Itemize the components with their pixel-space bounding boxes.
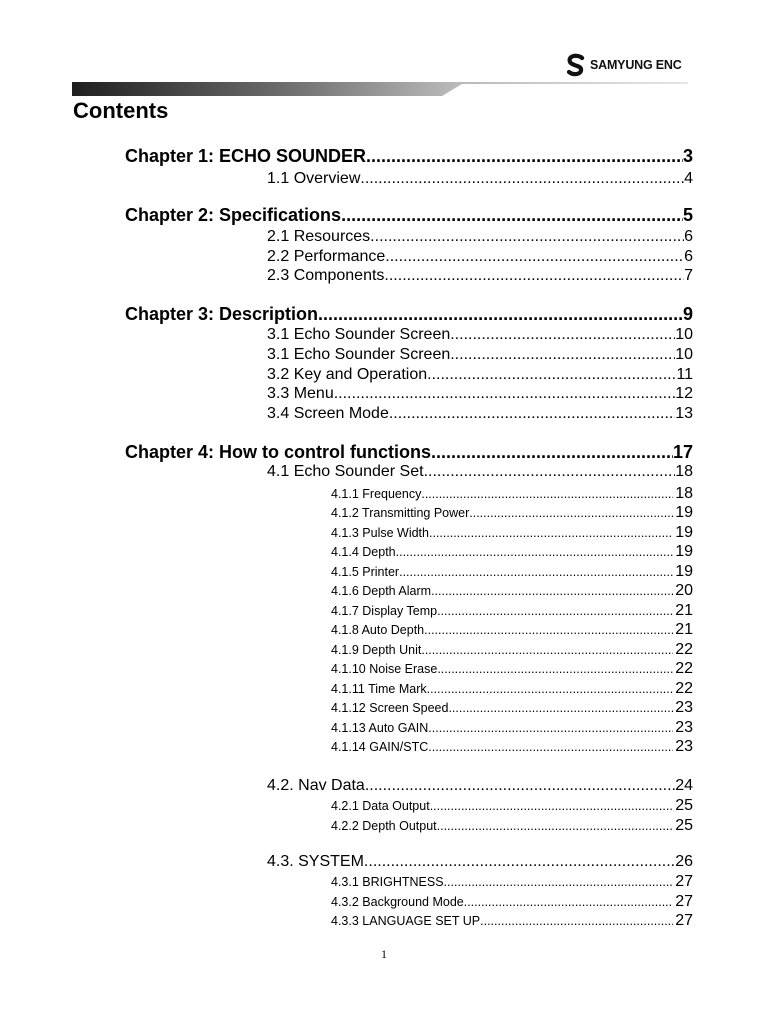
- toc-entry[interactable]: [267, 326, 693, 344]
- toc-entry-page: 22: [675, 641, 693, 658]
- toc-entry-label: 3.1 Echo Sounder Screen: [267, 326, 451, 343]
- toc-entry[interactable]: [267, 853, 693, 871]
- toc-entry-label: 3.3 Menu: [267, 385, 334, 402]
- toc-leader-dots: [399, 565, 673, 579]
- toc-leader-dots: [385, 248, 684, 266]
- toc-leader-dots: [431, 584, 673, 598]
- toc-leader-dots: [437, 662, 673, 676]
- toc-leader-dots: [365, 777, 675, 795]
- toc-entry-label: 4.1.1 Frequency: [331, 487, 422, 501]
- toc-entry-page: 27: [675, 893, 693, 910]
- toc-entry-label: 3.1 Echo Sounder Screen: [267, 346, 451, 363]
- toc-entry-page: 27: [675, 873, 693, 890]
- toc-entry-label: 4.1.9 Depth Unit: [331, 643, 422, 657]
- toc-entry[interactable]: [125, 442, 693, 463]
- toc-entry-page: 26: [675, 853, 693, 870]
- toc-entry-label: Chapter 3: Description: [125, 304, 319, 324]
- toc-leader-dots: [389, 405, 675, 423]
- toc-entry[interactable]: [331, 504, 693, 522]
- toc-entry-page: 17: [672, 442, 693, 462]
- toc-entry-page: 21: [675, 621, 693, 638]
- toc-entry[interactable]: [267, 248, 693, 266]
- page-title: Contents: [73, 98, 169, 123]
- toc-entry-label: Chapter 4: How to control functions: [125, 442, 431, 462]
- toc-entry-label: 4.3.1 BRIGHTNESS: [331, 875, 444, 889]
- toc-entry[interactable]: [331, 912, 693, 930]
- toc-entry-label: 4.1 Echo Sounder Set: [267, 463, 424, 480]
- toc-entry-label: 4.2.2 Depth Output: [331, 819, 437, 833]
- toc-entry[interactable]: [331, 602, 693, 620]
- toc-entry-label: 4.1.7 Display Temp.: [331, 604, 441, 618]
- toc-entry[interactable]: [331, 660, 693, 678]
- toc-entry-page: 10: [675, 346, 693, 363]
- toc-entry-page: 21: [675, 602, 693, 619]
- toc-leader-dots: [429, 526, 673, 540]
- toc-entry-label: 3.2 Key and Operation: [267, 366, 428, 383]
- toc-entry-page: 9: [682, 304, 693, 324]
- toc-leader-dots: [448, 701, 673, 715]
- toc-leader-dots: [364, 853, 675, 871]
- toc-leader-dots: [469, 506, 673, 520]
- toc-entry[interactable]: [267, 346, 693, 364]
- toc-entry-label: 4.3. SYSTEM: [267, 853, 364, 870]
- toc-entry-page: 18: [675, 485, 693, 502]
- toc-entry-page: 12: [675, 385, 693, 402]
- toc-entry-page: 19: [675, 524, 693, 541]
- toc-entry[interactable]: [331, 543, 693, 561]
- toc-entry[interactable]: [267, 777, 693, 795]
- toc-leader-dots: [334, 385, 675, 403]
- toc-entry-label: 1.1 Overview: [267, 170, 361, 187]
- toc-entry-label: 2.1 Resources: [267, 228, 371, 245]
- toc-entry-label: Chapter 2: Specifications: [125, 205, 342, 225]
- toc-leader-dots: [450, 326, 675, 344]
- toc-leader-dots: [441, 604, 674, 618]
- toc-entry-label: 2.3 Components: [267, 267, 385, 284]
- toc-leader-dots: [370, 228, 684, 246]
- toc-entry-label: 4.1.2 Transmitting Power: [331, 506, 470, 520]
- toc-entry-page: 18: [675, 463, 693, 480]
- toc-leader-dots: [464, 895, 673, 909]
- toc-entry[interactable]: [331, 563, 693, 581]
- toc-leader-dots: [431, 442, 673, 463]
- toc-entry-page: 22: [675, 660, 693, 677]
- page-number: 1: [381, 947, 387, 961]
- toc-entry-page: 13: [675, 405, 693, 422]
- toc-entry[interactable]: [331, 524, 693, 542]
- toc-entry-page: 7: [684, 267, 693, 284]
- toc-leader-dots: [480, 914, 673, 928]
- toc-leader-dots: [318, 304, 683, 325]
- toc-entry[interactable]: [267, 170, 693, 188]
- toc-leader-dots: [396, 545, 674, 559]
- toc-entry-label: 4.1.14 GAIN/STC: [331, 740, 429, 754]
- toc-entry[interactable]: [125, 304, 693, 325]
- toc-entry[interactable]: [331, 621, 693, 639]
- toc-entry-label: 4.1.4 Depth: [331, 545, 396, 559]
- toc-entry-page: 27: [675, 912, 693, 929]
- toc-entry-label: 4.2.1 Data Output: [331, 799, 430, 813]
- toc-entry-label: 4.1.13 Auto GAIN: [331, 721, 429, 735]
- toc-entry-label: 4.1.11 Time Mark: [331, 682, 427, 696]
- toc-entry-page: 19: [675, 504, 693, 521]
- toc-entry-label: 4.1.5 Printer: [331, 565, 400, 579]
- toc-leader-dots: [424, 623, 673, 637]
- toc-entry[interactable]: [331, 485, 693, 503]
- toc-entry-label: 4.3.2 Background Mode: [331, 895, 464, 909]
- toc-entry[interactable]: [331, 680, 693, 698]
- toc-leader-dots: [428, 740, 673, 754]
- toc-entry-page: 23: [675, 719, 693, 736]
- toc-leader-dots: [427, 682, 674, 696]
- toc-entry-page: 24: [675, 777, 693, 794]
- toc-entry-page: 6: [684, 228, 693, 245]
- toc-entry-page: 11: [676, 366, 693, 383]
- toc-entry-page: 25: [675, 817, 693, 834]
- toc-leader-dots: [384, 267, 684, 285]
- toc-entry[interactable]: [267, 267, 693, 285]
- toc-entry-page: 3: [682, 146, 693, 166]
- toc-entry[interactable]: [331, 817, 693, 835]
- toc-entry[interactable]: [331, 893, 693, 911]
- toc-leader-dots: [424, 463, 676, 481]
- toc-entry[interactable]: [331, 699, 693, 717]
- toc-leader-dots: [421, 487, 673, 501]
- toc-entry[interactable]: [331, 797, 693, 815]
- toc-leader-dots: [341, 205, 683, 226]
- toc-entry-label: 2.2 Performance: [267, 248, 386, 265]
- brand-name: SAMYUNG ENC: [590, 58, 682, 72]
- toc-leader-dots: [450, 346, 675, 364]
- toc-entry-label: 3.4 Screen Mode: [267, 405, 389, 422]
- toc-entry-page: 25: [675, 797, 693, 814]
- toc-entry-label: 4.2. Nav Data: [267, 777, 365, 794]
- toc-leader-dots: [437, 819, 674, 833]
- toc-entry-label: 4.1.6 Depth Alarm: [331, 584, 432, 598]
- toc-entry-page: 23: [675, 699, 693, 716]
- toc-entry-label: 4.1.8 Auto Depth: [331, 623, 425, 637]
- toc-entry[interactable]: [267, 366, 693, 384]
- toc-entry-page: 4: [684, 170, 693, 187]
- toc-leader-dots: [444, 875, 674, 889]
- toc-entry[interactable]: [331, 641, 693, 659]
- toc-entry-page: 19: [675, 563, 693, 580]
- toc-entry[interactable]: [267, 405, 693, 423]
- toc-leader-dots: [421, 643, 673, 657]
- toc-entry[interactable]: [331, 873, 693, 891]
- toc-entry[interactable]: [331, 738, 693, 756]
- toc-entry[interactable]: [125, 205, 693, 226]
- toc-leader-dots: [428, 721, 673, 735]
- toc-entry[interactable]: [267, 463, 693, 481]
- toc-entry-page: 23: [675, 738, 693, 755]
- toc-entry[interactable]: [267, 228, 693, 246]
- toc-entry[interactable]: [331, 719, 693, 737]
- toc-entry[interactable]: [331, 582, 693, 600]
- toc-leader-dots: [430, 799, 674, 813]
- toc-entry-page: 10: [675, 326, 693, 343]
- toc-leader-dots: [360, 170, 684, 188]
- toc-entry-label: Chapter 1: ECHO SOUNDER: [125, 146, 367, 166]
- toc-entry-page: 19: [675, 543, 693, 560]
- toc-entry-page: 6: [684, 248, 693, 265]
- toc-entry-page: 20: [675, 582, 693, 599]
- toc-entry-label: 4.3.3 LANGUAGE SET UP: [331, 914, 481, 928]
- toc-leader-dots: [366, 146, 683, 167]
- toc-entry-page: 22: [675, 680, 693, 697]
- toc-entry-page: 5: [682, 205, 693, 225]
- toc-entry-label: 4.1.12 Screen Speed: [331, 701, 449, 715]
- toc-entry-label: 4.1.10 Noise Erase: [331, 662, 438, 676]
- toc-entry-label: 4.1.3 Pulse Width: [331, 526, 429, 540]
- toc-leader-dots: [427, 366, 676, 384]
- toc-entry[interactable]: [125, 146, 693, 167]
- toc-entry[interactable]: [267, 385, 693, 403]
